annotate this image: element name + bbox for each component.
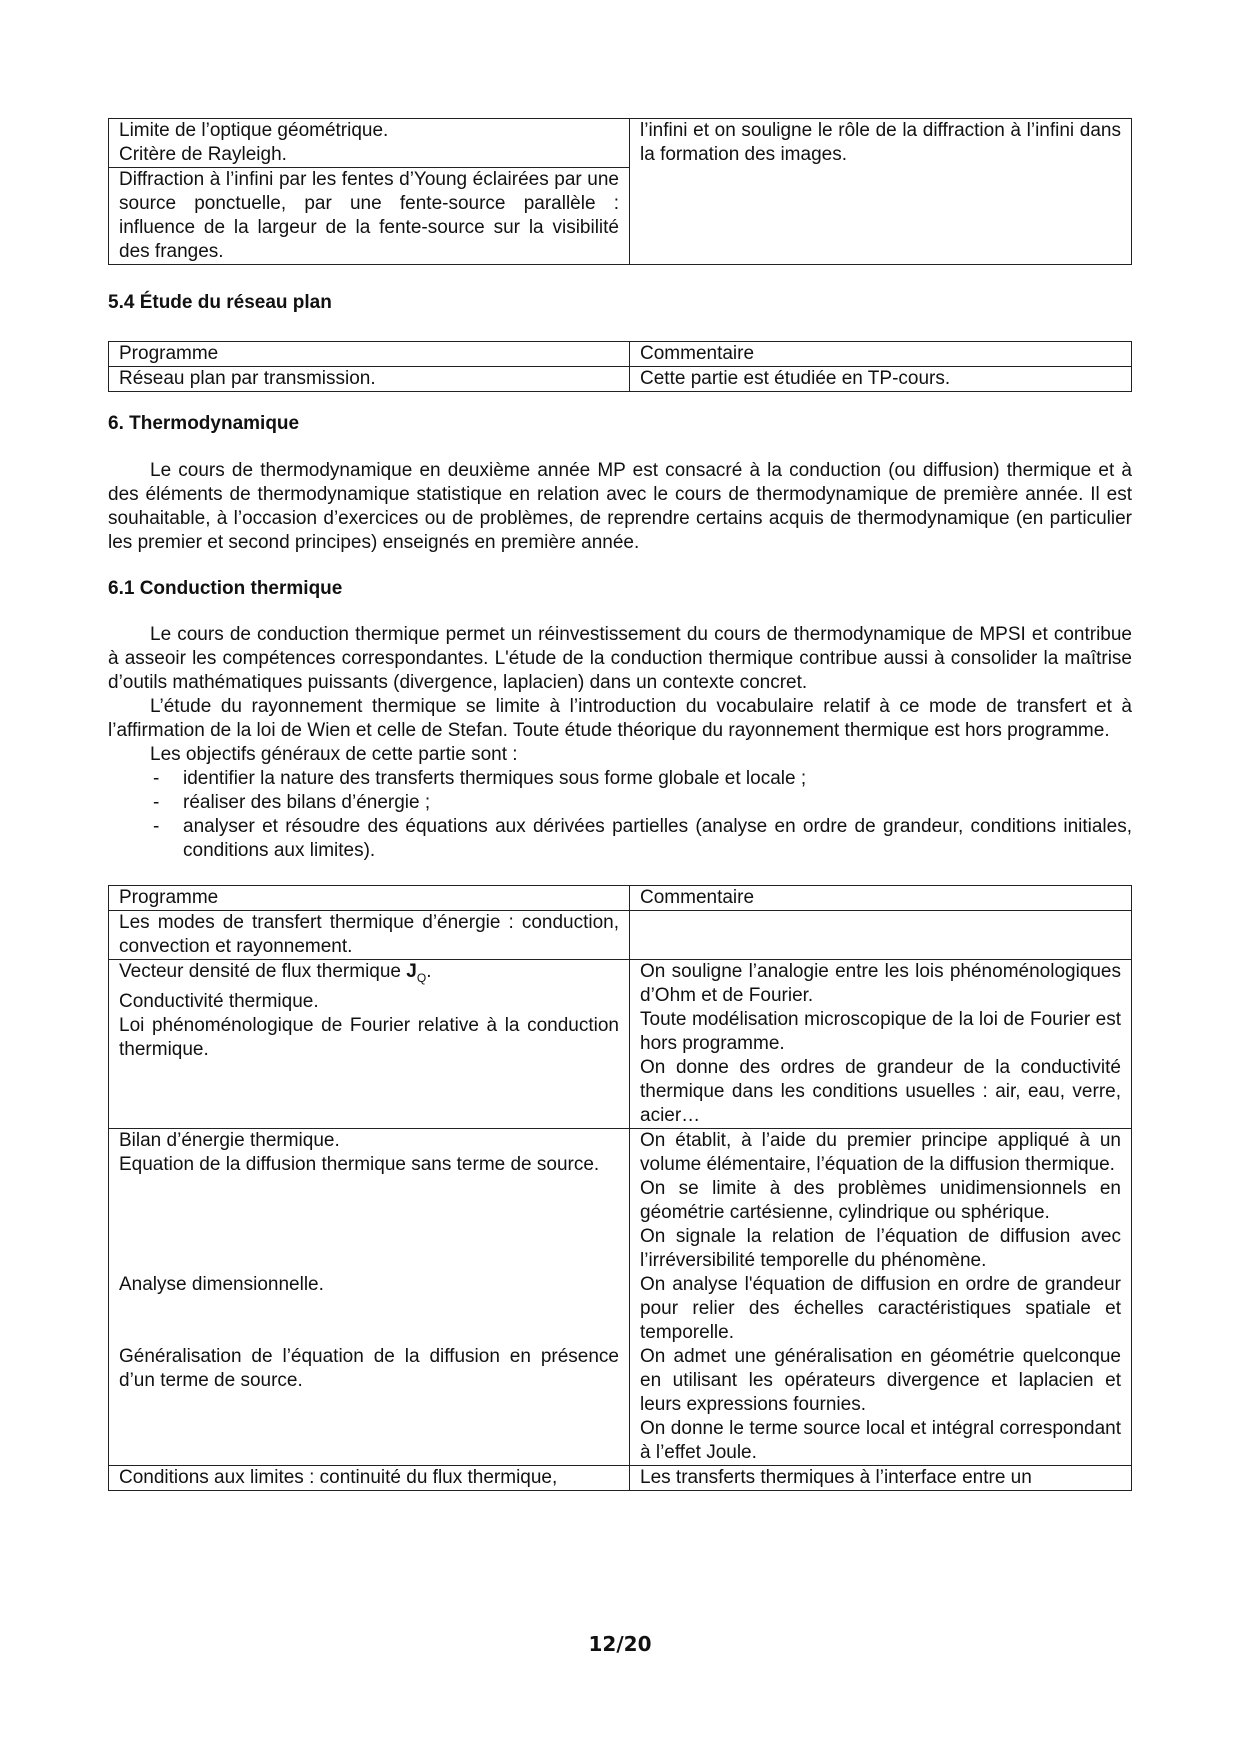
table-text: On admet une généralisation en géométrie quelconque en utilisant les opérateurs divergence et laplacien et leurs expressions fournies.	[640, 1346, 1121, 1415]
table-cell-commentaire	[630, 1129, 1132, 1466]
section-heading-6-1: 6.1 Conduction thermique	[108, 578, 343, 599]
table-text: Diffraction à l’infini par les fentes d’Young éclairées par une source ponctuelle, par une fente-source parallèle : influence de la largeur de la fente-source sur la visibilité des franges.	[119, 169, 619, 262]
table-cell-programme	[109, 119, 630, 168]
paragraph-thermodynamique: Le cours de thermodynamique en deuxième année MP est consacré à la conduction (ou diffusion) thermique et à des éléments de thermodynamique statistique en relation avec le cours de thermodynamique de première année. Il est souhaitable, à l’occasion d’exercices ou de problèmes, de reprendre certains acquis de thermodynamique (en particulier les premier et second principes) enseignés en première année.	[108, 460, 1132, 553]
table-text: On signale la relation de l’équation de diffusion avec l’irréversibilité temporelle du phénomène.	[640, 1226, 1121, 1271]
list-item-text: analyser et résoudre des équations aux dérivées partielles (analyse en ordre de grandeur, conditions initiales, conditions aux limites).	[183, 816, 1132, 861]
table-cell-programme	[109, 168, 630, 265]
paragraph-rayonnement: L’étude du rayonnement thermique se limite à l’introduction du vocabulaire relatif à ce mode de transfert et à l’affirmation de la loi de Wien et celle de Stefan. Toute étude théorique du rayonnement thermique est hors programme.	[108, 696, 1132, 741]
vector-subscript: Q	[416, 970, 427, 985]
table-row	[109, 911, 1132, 960]
table-row	[109, 367, 1132, 392]
list-item-text: identifier la nature des transferts thermiques sous forme globale et locale ;	[183, 768, 807, 789]
table-text: Critère de Rayleigh.	[119, 144, 287, 165]
table-cell-commentaire	[630, 911, 1132, 960]
paragraph-objectifs: Les objectifs généraux de cette partie sont :	[150, 744, 518, 765]
table-header-row	[109, 342, 1132, 367]
table-cell-programme	[109, 1129, 630, 1466]
table-text: On analyse l'équation de diffusion en ordre de grandeur pour relier des échelles caractéristiques spatiale et temporelle.	[640, 1274, 1121, 1343]
table-text: On se limite à des problèmes unidimensionnels en géométrie cartésienne, cylindrique ou sphérique.	[640, 1178, 1121, 1223]
dash-bullet: -	[153, 816, 160, 837]
table-text: On donne le terme source local et intégral correspondant à l’effet Joule.	[640, 1418, 1121, 1463]
table-text: Loi phénoménologique de Fourier relative à la conduction thermique.	[119, 1014, 619, 1060]
optics-table	[108, 118, 1132, 265]
table-text: l’infini et on souligne le rôle de la diffraction à l’infini dans la formation des images.	[640, 120, 1121, 165]
table-text: Analyse dimensionnelle.	[119, 1274, 324, 1295]
grating-table	[108, 341, 1132, 392]
table-cell-programme: Les modes de transfert thermique d’énergie : conduction, convection et rayonnement.	[109, 911, 630, 960]
list-item	[108, 791, 1132, 815]
table-row	[109, 960, 1132, 1129]
table-text: On donne des ordres de grandeur de la conductivité thermique dans les conditions usuelles : air, eau, verre, acier…	[640, 1057, 1121, 1126]
table-text	[119, 960, 619, 990]
table-text: Généralisation de l’équation de la diffusion en présence d’un terme de source.	[119, 1346, 619, 1391]
table-cell-commentaire	[630, 960, 1132, 1129]
table-row	[109, 119, 1132, 168]
table-text: On établit, à l’aide du premier principe appliqué à un volume élémentaire, l’équation de la diffusion thermique.	[640, 1130, 1121, 1175]
table-cell-commentaire: Les transferts thermiques à l’interface entre un	[630, 1466, 1132, 1491]
table-text: Equation de la diffusion thermique sans terme de source.	[119, 1154, 600, 1175]
objectives-list	[108, 767, 1132, 863]
table-cell-commentaire	[630, 119, 1132, 265]
section-heading-6: 6. Thermodynamique	[108, 413, 300, 434]
table-row	[109, 1466, 1132, 1491]
page-number: 12/20	[588, 1632, 652, 1656]
table-cell-commentaire: Cette partie est étudiée en TP-cours.	[630, 367, 1132, 392]
vector-symbol: J	[406, 961, 417, 982]
list-item	[108, 815, 1132, 863]
dash-bullet: -	[153, 792, 160, 813]
table-text: Vecteur densité de flux thermique	[119, 961, 407, 982]
column-header-programme: Programme	[109, 886, 630, 911]
table-text: Limite de l’optique géométrique.	[119, 120, 389, 141]
section-heading-5-4: 5.4 Étude du réseau plan	[108, 292, 332, 313]
conduction-table	[108, 885, 1132, 1491]
list-item	[108, 767, 1132, 791]
table-text: On souligne l’analogie entre les lois phénoménologiques d’Ohm et de Fourier.	[640, 961, 1121, 1006]
list-item-text: réaliser des bilans d’énergie ;	[183, 792, 431, 813]
table-cell-programme	[109, 960, 630, 1129]
column-header-programme: Programme	[109, 342, 630, 367]
table-cell-programme: Conditions aux limites : continuité du flux thermique,	[109, 1466, 630, 1491]
column-header-commentaire: Commentaire	[630, 342, 1132, 367]
table-text: Conductivité thermique.	[119, 990, 319, 1012]
table-text: Toute modélisation microscopique de la loi de Fourier est hors programme.	[640, 1009, 1121, 1054]
table-row	[109, 1129, 1132, 1466]
table-cell-programme: Réseau plan par transmission.	[109, 367, 630, 392]
paragraph-conduction: Le cours de conduction thermique permet un réinvestissement du cours de thermodynamique de MPSI et contribue à asseoir les compétences correspondantes. L'étude de la conduction thermique contribue aussi à consolider la maîtrise d’outils mathématiques puissants (divergence, laplacien) dans un contexte concret.	[108, 624, 1132, 693]
table-header-row	[109, 886, 1132, 911]
dash-bullet: -	[153, 768, 160, 789]
table-text: .	[426, 961, 432, 982]
document-page	[108, 118, 1132, 1491]
column-header-commentaire: Commentaire	[630, 886, 1132, 911]
table-text: Bilan d’énergie thermique.	[119, 1130, 340, 1151]
